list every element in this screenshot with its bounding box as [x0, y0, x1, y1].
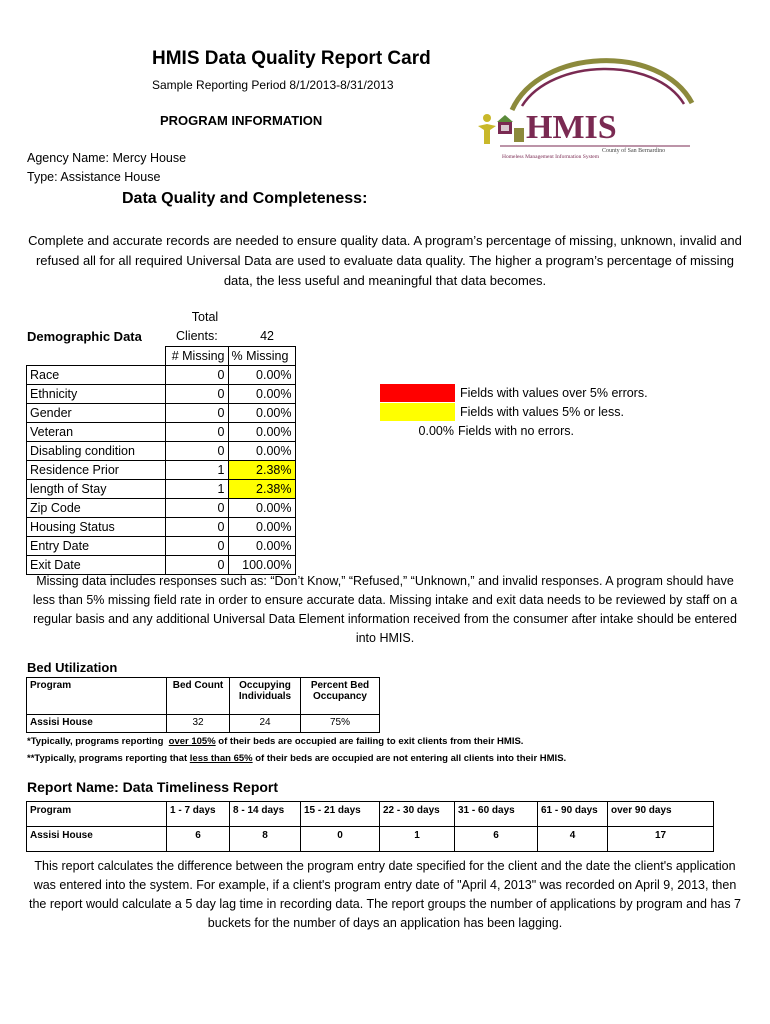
bed-utilization-table — [26, 677, 380, 733]
table-row: Gender 0 0.00% — [27, 404, 296, 423]
table-row: Zip Code 0 0.00% — [27, 499, 296, 518]
logo-county: County of San Bernardino — [602, 148, 666, 154]
col-1-7: 1 - 7 days — [167, 802, 230, 827]
legend-yellow-swatch — [380, 403, 455, 421]
clients-label: Clients: — [176, 329, 218, 343]
bed-note-under: **Typically, programs reporting that less than 65% of their beds are occupied are not entering all clients into their HMIS. — [27, 753, 567, 764]
data-quality-heading: Data Quality and Completeness: — [122, 190, 368, 207]
table-row: Housing Status 0 0.00% — [27, 518, 296, 537]
col-8-14: 8 - 14 days — [230, 802, 301, 827]
clients-value: 42 — [260, 329, 274, 343]
table-row: Residence Prior 1 2.38% — [27, 461, 296, 480]
col-over-90: over 90 days — [608, 802, 714, 827]
table-row: Assisi House 6 8 0 1 6 4 17 — [27, 827, 714, 852]
legend-yellow-label: Fields with values 5% or less. — [460, 405, 624, 419]
demographic-heading: Demographic Data — [27, 329, 142, 344]
report-title: HMIS Data Quality Report Card — [152, 48, 431, 69]
reporting-period: Sample Reporting Period 8/1/2013-8/31/2013 — [152, 78, 394, 92]
timeliness-heading: Report Name: Data Timeliness Report — [27, 779, 279, 795]
col-61-90: 61 - 90 days — [538, 802, 608, 827]
col-pct-missing: % Missing — [228, 347, 295, 366]
total-label: Total — [191, 310, 219, 324]
legend-red-label: Fields with values over 5% errors. — [460, 386, 648, 400]
bed-note-over: *Typically, programs reporting over 105% of their beds are occupied are failing to exit clients from their HMIS. — [27, 736, 524, 747]
col-31-60: 31 - 60 days — [455, 802, 538, 827]
demographic-table — [26, 346, 296, 575]
data-quality-intro: Complete and accurate records are needed to ensure quality data. A program’s percentage of missing, unknown, invalid and refused all for all required Universal Data are used to evaluate data quality. The higher a program’s percentage of missing data, the less useful and meaningful that data becomes. — [28, 233, 742, 288]
missing-data-note: Missing data includes responses such as: “Don’t Know,” “Refused,” “Unknown,” and invalid responses. A program should have less than 5% missing field rate in order to ensure accurate data. Missing intake and exit data needs to be reviewed by staff on a regular basis and any additional Universal Data Element information received from the consumer after intake should be entered into HMIS. — [32, 574, 738, 645]
col-15-21: 15 - 21 days — [301, 802, 380, 827]
highlighted-cell: 2.38% — [228, 480, 295, 499]
legend-none-pct: 0.00% — [418, 424, 454, 438]
timeliness-note: This report calculates the difference between the program entry date specified for the client and the date the client's application was entered into the system. For example, if a client's program entry date of "April 4, 2013" was recorded on April 9, 2013, then the report would calculate a 5 day lag time in recording data. The report groups the number of applications by program and has 7 buckets for the number of days an application has been lagging. — [29, 859, 741, 930]
table-row: Race 0 0.00% — [27, 366, 296, 385]
highlighted-cell: 2.38% — [228, 461, 295, 480]
col-bed-count: Bed Count — [167, 678, 230, 715]
table-row: length of Stay 1 2.38% — [27, 480, 296, 499]
timeliness-table — [26, 801, 714, 852]
table-row: Entry Date 0 0.00% — [27, 537, 296, 556]
table-row: Veteran 0 0.00% — [27, 423, 296, 442]
hmis-logo — [470, 48, 700, 163]
col-percent-occupancy: Percent Bed Occupancy — [301, 678, 380, 715]
logo-subtitle: Homeless Management Information System — [502, 154, 599, 160]
col-program: Program — [27, 802, 167, 827]
col-22-30: 22 - 30 days — [380, 802, 455, 827]
table-row: Exit Date 0 100.00% — [27, 556, 296, 575]
logo-text: HMIS — [526, 109, 617, 146]
bed-utilization-heading: Bed Utilization — [27, 660, 118, 675]
table-row: Ethnicity 0 0.00% — [27, 385, 296, 404]
agency-type: Type: Assistance House — [27, 170, 161, 184]
col-missing: # Missing — [165, 347, 228, 366]
table-row: Assisi House 32 24 75% — [27, 715, 380, 733]
agency-name: Agency Name: Mercy House — [27, 151, 187, 165]
table-row: Disabling condition 0 0.00% — [27, 442, 296, 461]
legend-none-label: Fields with no errors. — [458, 424, 575, 438]
program-info-heading: PROGRAM INFORMATION — [160, 113, 323, 128]
col-occupying: Occupying Individuals — [230, 678, 301, 715]
col-program: Program — [27, 678, 167, 715]
legend-red-swatch — [380, 384, 455, 402]
